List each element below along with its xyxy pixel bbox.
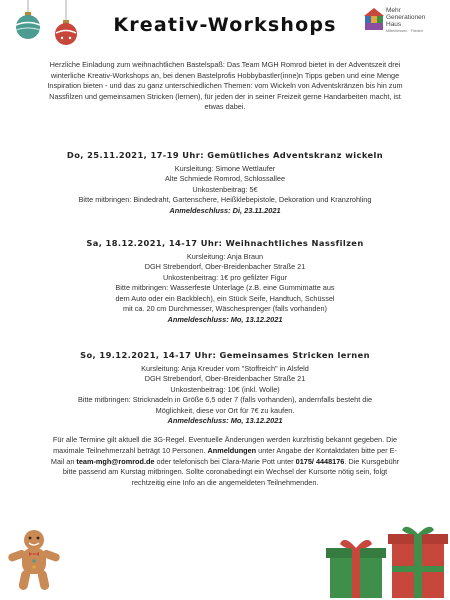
event-location: DGH Strebendorf, Ober-Breidenbacher Straße 21: [144, 262, 306, 271]
event-instructor: Kursleitung: Anja Kreuder vom "Stoffreich" in Alsfeld: [141, 363, 309, 373]
event-stricken: [20, 350, 430, 427]
event-title: Sa, 18.12.2021, 14-17 Uhr: Weihnachtliches Nassfilzen: [86, 238, 364, 248]
event-bring-cont: Möglichkeit, diese vor Ort für 7€ zu kaufen.: [155, 405, 295, 415]
footer-rules: Für alle Termine gilt aktuell die 3G-Regel. Eventuelle Änderungen werden kurzfristig bekannt gegeben. Die maximale Teilnehmerzahl beträgt 10 Personen.: [52, 435, 398, 455]
event-deadline: Anmeldeschluss: Mo, 13.12.2021: [167, 416, 283, 425]
event-fee: Unkostenbeitrag: 5€: [192, 184, 258, 194]
event-nassfilzen: [20, 238, 430, 325]
logo-line-4: Mittelhessen · Flieden: [386, 28, 424, 33]
event-location: DGH Strebendorf, Ober-Breidenbacher Straße 21: [144, 374, 306, 383]
event-instructor: Kursleitung: Anja Braun: [186, 251, 264, 261]
event-fee: Unkostenbeitrag: 1€ pro gefilzter Figur: [162, 272, 288, 282]
contact-phone[interactable]: 0175/ 4448176: [295, 456, 345, 466]
gift-boxes-icon: [320, 522, 450, 600]
registration-text: unter Angabe der Kontaktdaten bitte per E-Mail an: [50, 445, 397, 466]
event-location: Alte Schmiede Romrod, Schlossallee: [164, 174, 286, 183]
logo-line-3: Haus: [386, 21, 402, 29]
event-bring: Bitte mitbringen: Bindedraht, Gartenschere, Heißklebepistole, Dekoration und Kranzrohling: [78, 195, 372, 204]
event-bring: Bitte mitbringen: Wasserfeste Unterlage (z.B. eine Gummimatte aus: [115, 283, 335, 292]
footer-closing: . Die Kursgebühr bitte passend am Kurstag mitbringen. Sollte coronabedingt ein Wechsel der Kursorte nötig sein, folgt rechtzeitig eine Info an die angemeldeten Teilnehmenden.: [62, 456, 400, 488]
event-fee: Unkostenbeitrag: 10€ (inkl. Wolle): [170, 384, 280, 394]
registration-text-2: oder telefonisch bei Clara-Marie Pott unter: [154, 456, 296, 466]
contact-email[interactable]: team-mgh@romrod.de: [76, 456, 155, 466]
event-title: Do, 25.11.2021, 17-19 Uhr: Gemütliches Adventskranz wickeln: [66, 150, 384, 160]
intro-paragraph: Herzliche Einladung zum weihnachtlichen Bastelspaß: Das Team MGH Romrod bietet in der Adventszeit drei winterliche Kreativ-Workshops an, bei denen Bastelprofis Hobbybastler(inne)n Tipps geben und eine Menge Inspiration bieten - und das zu ganz unterschiedlichen Themen: vom Wickeln von Adventskränzen bis hin zum Nassfilzen und gemeinsamen Stricken (lernen), für jeden der in seiner Freizeit gerne Handarbeiten macht, ist etwas dabei.: [47, 60, 403, 112]
page-title: Kreativ-Workshops: [113, 14, 337, 36]
logo-line-2: Generationen: [386, 14, 426, 22]
footer-info: [50, 435, 400, 489]
event-bring: Bitte mitbringen: Stricknadeln in Größe 6,5 oder 7 (falls vorhanden), andernfalls besteht die: [77, 395, 373, 404]
event-deadline: Anmeldeschluss: Mo, 13.12.2021: [167, 314, 283, 324]
registration-label: Anmeldungen: [207, 445, 257, 455]
event-title: So, 19.12.2021, 14-17 Uhr: Gemeinsames Stricken lernen: [80, 350, 370, 360]
logo-line-1: Mehr: [386, 7, 401, 14]
event-instructor: Kursleitung: Simone Wettlaufer: [174, 163, 276, 173]
gingerbread-man-icon: [6, 528, 62, 594]
event-deadline: Anmeldeschluss: Di, 23.11.2021: [169, 205, 281, 215]
event-bring-cont: dem Auto oder ein Backblech), ein Stück Seife, Handtuch, Schüssel: [115, 293, 335, 303]
event-bring-cont: mit ca. 20 cm Durchmesser, Wäschesprenger (falls vorhanden): [123, 304, 327, 313]
event-adventskranz: [20, 150, 430, 216]
